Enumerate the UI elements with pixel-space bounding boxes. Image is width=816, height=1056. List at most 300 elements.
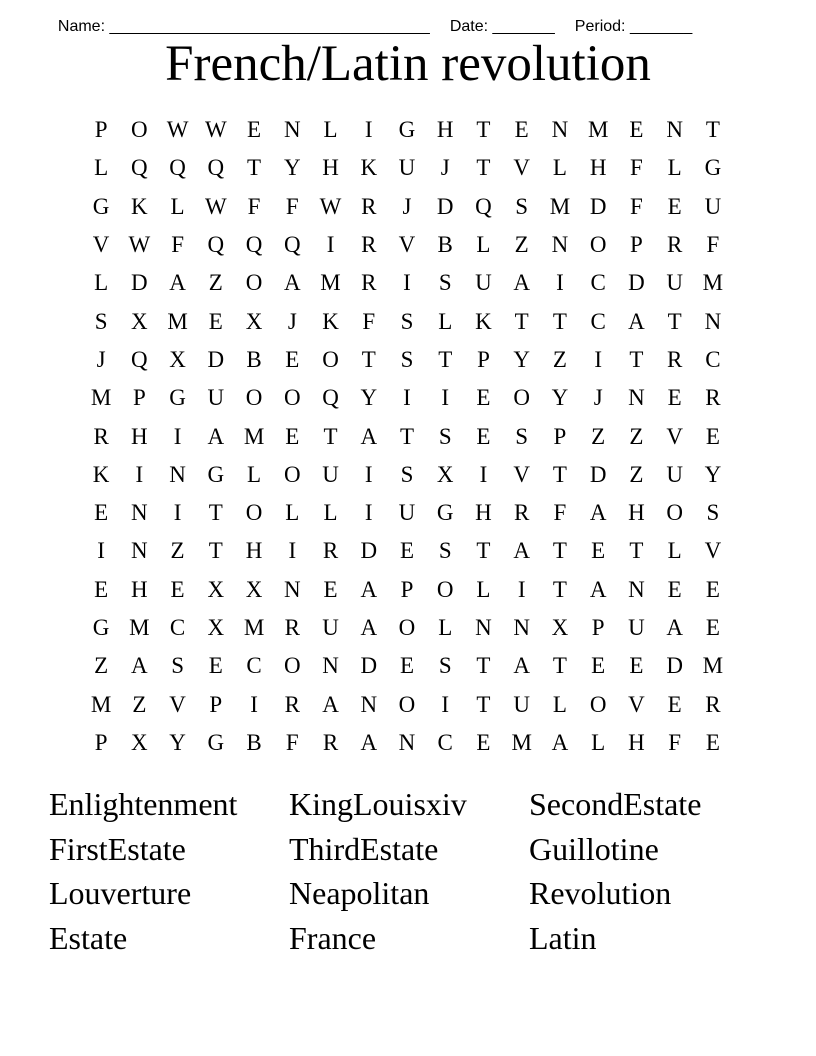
grid-letter: X	[131, 729, 148, 755]
grid-letter: D	[628, 270, 645, 296]
grid-letter: R	[666, 346, 683, 372]
grid-letter: X	[245, 308, 263, 334]
grid-letter: Z	[132, 691, 147, 717]
grid-letter: A	[628, 308, 645, 334]
grid-letter: P	[94, 117, 108, 143]
grid-letter: L	[476, 232, 491, 258]
grid-letter: H	[475, 500, 492, 526]
grid-letter: M	[90, 691, 112, 717]
grid-letter: F	[362, 308, 376, 334]
grid-letter: M	[320, 270, 341, 296]
grid-letter: A	[322, 691, 339, 717]
grid-letter: N	[283, 576, 301, 602]
grid-letter: E	[94, 576, 109, 602]
word-list-item: France	[289, 920, 377, 957]
grid-letter: E	[285, 423, 300, 449]
grid-letter: I	[556, 270, 564, 296]
grid-letter: L	[667, 155, 682, 181]
grid-letter: E	[705, 423, 720, 449]
grid-row	[82, 111, 732, 149]
grid-letter: O	[283, 385, 301, 411]
grid-letter: P	[630, 232, 643, 258]
grid-letter: J	[440, 155, 450, 181]
grid-letter: L	[438, 615, 453, 640]
grid-letter: O	[589, 232, 607, 258]
grid-letter: A	[131, 653, 148, 679]
grid-letter: A	[589, 576, 607, 602]
word-list-item: KingLouisxiv	[289, 786, 467, 822]
grid-letter: C	[590, 308, 606, 334]
grid-letter: P	[94, 729, 108, 755]
grid-letter: T	[552, 538, 567, 564]
grid-letter: G	[92, 615, 110, 640]
grid-letter: T	[438, 346, 453, 372]
grid-letter: I	[403, 270, 411, 296]
grid-letter: U	[704, 193, 722, 219]
grid-letter: E	[667, 193, 682, 219]
grid-letter: T	[514, 308, 529, 334]
grid-letter: O	[589, 691, 607, 717]
grid-letter: L	[323, 117, 338, 143]
grid-letter: N	[131, 500, 148, 526]
grid-letter: B	[437, 232, 453, 258]
grid-letter: Y	[513, 346, 530, 372]
grid-letter: O	[322, 346, 339, 372]
grid-letter: V	[513, 461, 530, 487]
grid-letter: L	[323, 500, 338, 526]
grid-letter: X	[131, 308, 148, 334]
grid-letter: O	[245, 270, 263, 296]
grid-letter: O	[283, 461, 301, 487]
grid-letter: D	[666, 653, 683, 679]
grid-letter: Q	[207, 155, 225, 181]
grid-row	[82, 456, 732, 494]
grid-letter: Z	[629, 461, 644, 487]
grid-letter: I	[288, 538, 297, 564]
grid-letter: S	[438, 653, 452, 679]
name-field: Name: ____________________________________	[57, 18, 430, 35]
grid-letter: Y	[283, 155, 301, 181]
word-list-item: ThirdEstate	[289, 830, 439, 867]
grid-letter: I	[594, 346, 602, 372]
grid-letter: R	[284, 691, 300, 717]
grid-letter: L	[94, 270, 109, 296]
grid-letter: P	[132, 385, 146, 411]
grid-letter: T	[208, 500, 223, 526]
grid-letter: L	[552, 691, 567, 717]
grid-letter: A	[589, 500, 607, 526]
grid-letter: F	[553, 500, 567, 526]
grid-letter: Z	[94, 653, 109, 679]
grid-letter: W	[166, 117, 189, 143]
grid-letter: T	[247, 155, 262, 181]
grid-letter: S	[438, 270, 452, 296]
grid-letter: C	[246, 653, 262, 679]
grid-letter: G	[398, 117, 416, 143]
grid-letter: E	[629, 653, 644, 679]
grid-letter: E	[170, 576, 185, 602]
grid-letter: T	[208, 538, 223, 564]
grid-letter: N	[513, 615, 530, 640]
grid-letter: P	[209, 691, 223, 717]
grid-letter: C	[705, 346, 721, 372]
grid-letter: A	[360, 576, 378, 602]
grid-letter: F	[285, 729, 299, 755]
grid-letter: R	[666, 232, 683, 258]
grid-letter: X	[245, 576, 263, 602]
grid-letter: V	[704, 538, 722, 564]
grid-letter: X	[207, 615, 225, 640]
grid-letter: G	[436, 500, 454, 526]
grid-letter: T	[323, 423, 338, 449]
grid-letter: O	[513, 385, 530, 411]
grid-letter: J	[96, 346, 106, 372]
grid-letter: V	[628, 691, 645, 717]
word-list-item: Revolution	[529, 875, 672, 912]
word-list-item: Neapolitan	[289, 875, 430, 912]
grid-letter: V	[92, 232, 110, 258]
grid-letter: O	[666, 500, 683, 526]
grid-letter: L	[667, 538, 682, 564]
grid-letter: D	[207, 346, 225, 372]
grid-letter: N	[131, 538, 148, 564]
grid-letter: T	[667, 308, 682, 334]
grid-letter: B	[246, 346, 262, 372]
grid-letter: S	[515, 193, 529, 219]
grid-letter: N	[628, 385, 645, 411]
grid-letter: I	[250, 691, 258, 717]
grid-letter: Z	[552, 346, 567, 372]
word-list-item: Estate	[49, 920, 128, 957]
grid-letter: Q	[131, 155, 148, 181]
grid-letter: R	[322, 729, 339, 755]
grid-row	[82, 341, 732, 379]
grid-letter: D	[131, 270, 148, 296]
grid-letter: F	[285, 193, 299, 219]
grid-letter: Z	[591, 423, 606, 449]
grid-letter: N	[398, 729, 416, 755]
grid-letter: L	[591, 729, 606, 755]
grid-letter: L	[94, 155, 109, 181]
grid-letter: R	[93, 423, 109, 449]
grid-letter: K	[322, 308, 339, 334]
grid-letter: D	[589, 461, 607, 487]
grid-letter: J	[593, 385, 603, 411]
grid-letter: L	[552, 155, 567, 181]
grid-letter: E	[705, 729, 720, 755]
date-field: Date: _______	[449, 18, 555, 35]
grid-letter: E	[705, 615, 720, 640]
grid-letter: Z	[629, 423, 644, 449]
grid-letter: C	[169, 615, 186, 640]
grid-letter: A	[513, 538, 530, 564]
grid-row	[82, 226, 732, 264]
grid-row	[82, 724, 732, 762]
grid-letter: P	[591, 615, 605, 640]
grid-letter: I	[364, 500, 373, 526]
grid-letter: X	[207, 576, 225, 602]
grid-letter: F	[171, 232, 184, 258]
grid-letter: J	[402, 193, 412, 219]
grid-letter: N	[322, 653, 339, 679]
grid-letter: S	[438, 423, 452, 449]
grid-letter: H	[245, 538, 263, 564]
grid-letter: E	[399, 653, 415, 679]
grid-letter: M	[549, 193, 571, 219]
grid-letter: R	[322, 538, 339, 564]
grid-letter: I	[173, 500, 182, 526]
grid-letter: H	[436, 117, 454, 143]
grid-letter: C	[437, 729, 453, 755]
grid-letter: S	[400, 346, 414, 372]
grid-letter: E	[94, 500, 109, 526]
grid-letter: B	[246, 729, 262, 755]
word-list-item: Louverture	[49, 875, 192, 912]
grid-letter: N	[666, 117, 683, 143]
grid-letter: S	[171, 653, 184, 679]
grid-letter: D	[589, 193, 607, 219]
grid-letter: D	[360, 653, 378, 679]
grid-letter: K	[131, 193, 148, 219]
grid-letter: U	[475, 270, 492, 296]
grid-letter: P	[400, 576, 414, 602]
grid-letter: E	[667, 691, 682, 717]
grid-letter: N	[628, 576, 645, 602]
grid-letter: P	[477, 346, 490, 372]
word-list	[49, 784, 769, 963]
grid-letter: A	[513, 653, 530, 679]
grid-letter: A	[283, 270, 301, 296]
grid-letter: X	[169, 346, 186, 372]
grid-letter: T	[552, 308, 567, 334]
grid-letter: I	[364, 117, 373, 143]
grid-letter: E	[476, 423, 491, 449]
grid-letter: Y	[704, 461, 722, 487]
grid-letter: O	[398, 691, 416, 717]
grid-letter: I	[135, 461, 144, 487]
grid-letter: O	[283, 653, 301, 679]
grid-letter: U	[398, 500, 416, 526]
grid-letter: T	[399, 423, 415, 449]
grid-letter: U	[207, 385, 225, 411]
grid-letter: Q	[322, 385, 339, 411]
grid-letter: U	[666, 270, 683, 296]
grid-row	[82, 379, 732, 417]
grid-letter: M	[702, 270, 724, 296]
grid-letter: O	[131, 117, 148, 143]
grid-letter: E	[476, 729, 491, 755]
grid-letter: I	[441, 385, 450, 411]
grid-letter: T	[552, 653, 567, 679]
grid-letter: V	[169, 691, 186, 717]
grid-letter: H	[131, 576, 148, 602]
word-list-item: Latin	[529, 920, 597, 957]
grid-letter: E	[323, 576, 338, 602]
grid-letter: H	[628, 729, 645, 755]
grid-letter: U	[322, 461, 339, 487]
grid-letter: E	[208, 653, 223, 679]
grid-letter: T	[476, 538, 491, 564]
grid-letter: J	[287, 308, 297, 334]
grid-letter: W	[204, 193, 227, 219]
grid-letter: Q	[207, 232, 225, 258]
grid-letter: V	[513, 155, 530, 181]
grid-letter: E	[705, 576, 720, 602]
grid-letter: G	[207, 729, 225, 755]
word-list-item: SecondEstate	[529, 786, 702, 822]
grid-letter: D	[360, 538, 378, 564]
grid-letter: G	[704, 155, 722, 181]
grid-letter: K	[475, 308, 492, 334]
grid-letter: T	[629, 346, 644, 372]
grid-row	[82, 417, 732, 455]
grid-letter: Z	[514, 232, 529, 258]
grid-letter: H	[322, 155, 339, 181]
grid-letter: Q	[245, 232, 263, 258]
grid-letter: E	[247, 117, 262, 143]
grid-letter: Z	[170, 538, 185, 564]
grid-letter: T	[629, 538, 644, 564]
grid-letter: T	[476, 117, 491, 143]
grid-letter: F	[668, 729, 682, 755]
grid-letter: L	[170, 193, 185, 219]
grid-letter: U	[628, 615, 645, 640]
grid-row	[82, 149, 732, 187]
grid-letter: I	[173, 423, 182, 449]
grid-letter: I	[517, 576, 526, 602]
grid-letter: W	[319, 193, 342, 219]
page-title: French/Latin revolution	[165, 36, 651, 92]
grid-letter: T	[705, 117, 720, 143]
grid-letter: N	[551, 117, 569, 143]
grid-letter: A	[207, 423, 225, 449]
grid-letter: L	[476, 576, 491, 602]
grid-row	[82, 685, 732, 723]
grid-letter: S	[438, 538, 452, 564]
grid-letter: E	[208, 308, 223, 334]
grid-letter: M	[167, 308, 188, 334]
grid-letter: E	[399, 538, 415, 564]
grid-letter: U	[398, 155, 416, 181]
grid-row	[82, 188, 732, 226]
grid-letter: E	[591, 653, 606, 679]
grid-letter: E	[591, 538, 606, 564]
grid-letter: R	[705, 691, 721, 717]
grid-letter: Y	[551, 385, 569, 411]
grid-letter: K	[92, 461, 110, 487]
grid-letter: N	[551, 232, 569, 258]
grid-letter: H	[628, 500, 645, 526]
grid-row	[82, 647, 732, 685]
grid-letter: N	[360, 691, 378, 717]
grid-letter: N	[475, 615, 492, 640]
header-fields	[49, 0, 692, 36]
grid-letter: R	[284, 615, 300, 640]
grid-letter: T	[476, 691, 491, 717]
grid-letter: I	[97, 538, 105, 564]
grid-letter: S	[515, 423, 529, 449]
grid-letter: Y	[360, 385, 378, 411]
grid-letter: M	[243, 423, 265, 449]
grid-letter: M	[511, 729, 532, 755]
grid-letter: D	[436, 193, 454, 219]
grid-letter: P	[553, 423, 567, 449]
grid-letter: S	[400, 308, 414, 334]
word-list-item: Enlightenment	[49, 786, 238, 822]
grid-row	[82, 532, 732, 570]
grid-letter: M	[702, 653, 724, 679]
word-list-item: FirstEstate	[49, 830, 186, 867]
grid-letter: Q	[131, 346, 148, 372]
grid-letter: S	[400, 461, 414, 487]
grid-letter: L	[247, 461, 262, 487]
grid-letter: I	[403, 385, 411, 411]
grid-letter: X	[436, 461, 454, 487]
grid-letter: E	[514, 117, 529, 143]
grid-letter: T	[361, 346, 376, 372]
grid-row	[82, 609, 732, 647]
grid-letter: E	[285, 346, 300, 372]
grid-letter: A	[666, 615, 683, 640]
grid-letter: O	[398, 615, 416, 640]
grid-letter: Q	[475, 193, 492, 219]
grid-row	[82, 302, 732, 340]
grid-letter: X	[551, 615, 569, 640]
grid-letter: Q	[169, 155, 186, 181]
grid-letter: Y	[169, 729, 186, 755]
grid-letter: I	[441, 691, 450, 717]
grid-letter: E	[667, 385, 682, 411]
grid-letter: F	[630, 155, 643, 181]
grid-letter: O	[245, 500, 263, 526]
grid-row	[82, 494, 732, 532]
grid-row	[82, 571, 732, 609]
grid-letter: F	[247, 193, 261, 219]
grid-letter: W	[128, 232, 151, 258]
grid-letter: M	[243, 615, 265, 640]
grid-letter: I	[479, 461, 488, 487]
grid-letter: A	[360, 423, 378, 449]
grid-row	[82, 264, 732, 302]
grid-letter: W	[204, 117, 227, 143]
grid-letter: R	[705, 385, 721, 411]
grid-letter: E	[667, 576, 682, 602]
grid-letter: U	[322, 615, 339, 640]
grid-letter: O	[245, 385, 263, 411]
grid-letter: R	[361, 193, 377, 219]
grid-letter: A	[169, 270, 186, 296]
grid-letter: M	[587, 117, 609, 143]
grid-letter: N	[283, 117, 301, 143]
grid-letter: C	[590, 270, 606, 296]
grid-letter: Q	[283, 232, 301, 258]
grid-letter: K	[360, 155, 378, 181]
grid-letter: T	[476, 653, 491, 679]
grid-letter: Z	[208, 270, 223, 296]
grid-letter: G	[92, 193, 110, 219]
grid-letter: G	[169, 385, 186, 411]
grid-letter: R	[514, 500, 530, 526]
grid-letter: R	[361, 270, 377, 296]
grid-letter: A	[360, 615, 378, 640]
grid-letter: G	[207, 461, 225, 487]
grid-letter: N	[169, 461, 186, 487]
grid-letter: R	[361, 232, 377, 258]
grid-letter: H	[589, 155, 607, 181]
word-list-item: Guillotine	[529, 830, 659, 867]
grid-letter: T	[476, 155, 491, 181]
letter-grid	[82, 111, 732, 762]
